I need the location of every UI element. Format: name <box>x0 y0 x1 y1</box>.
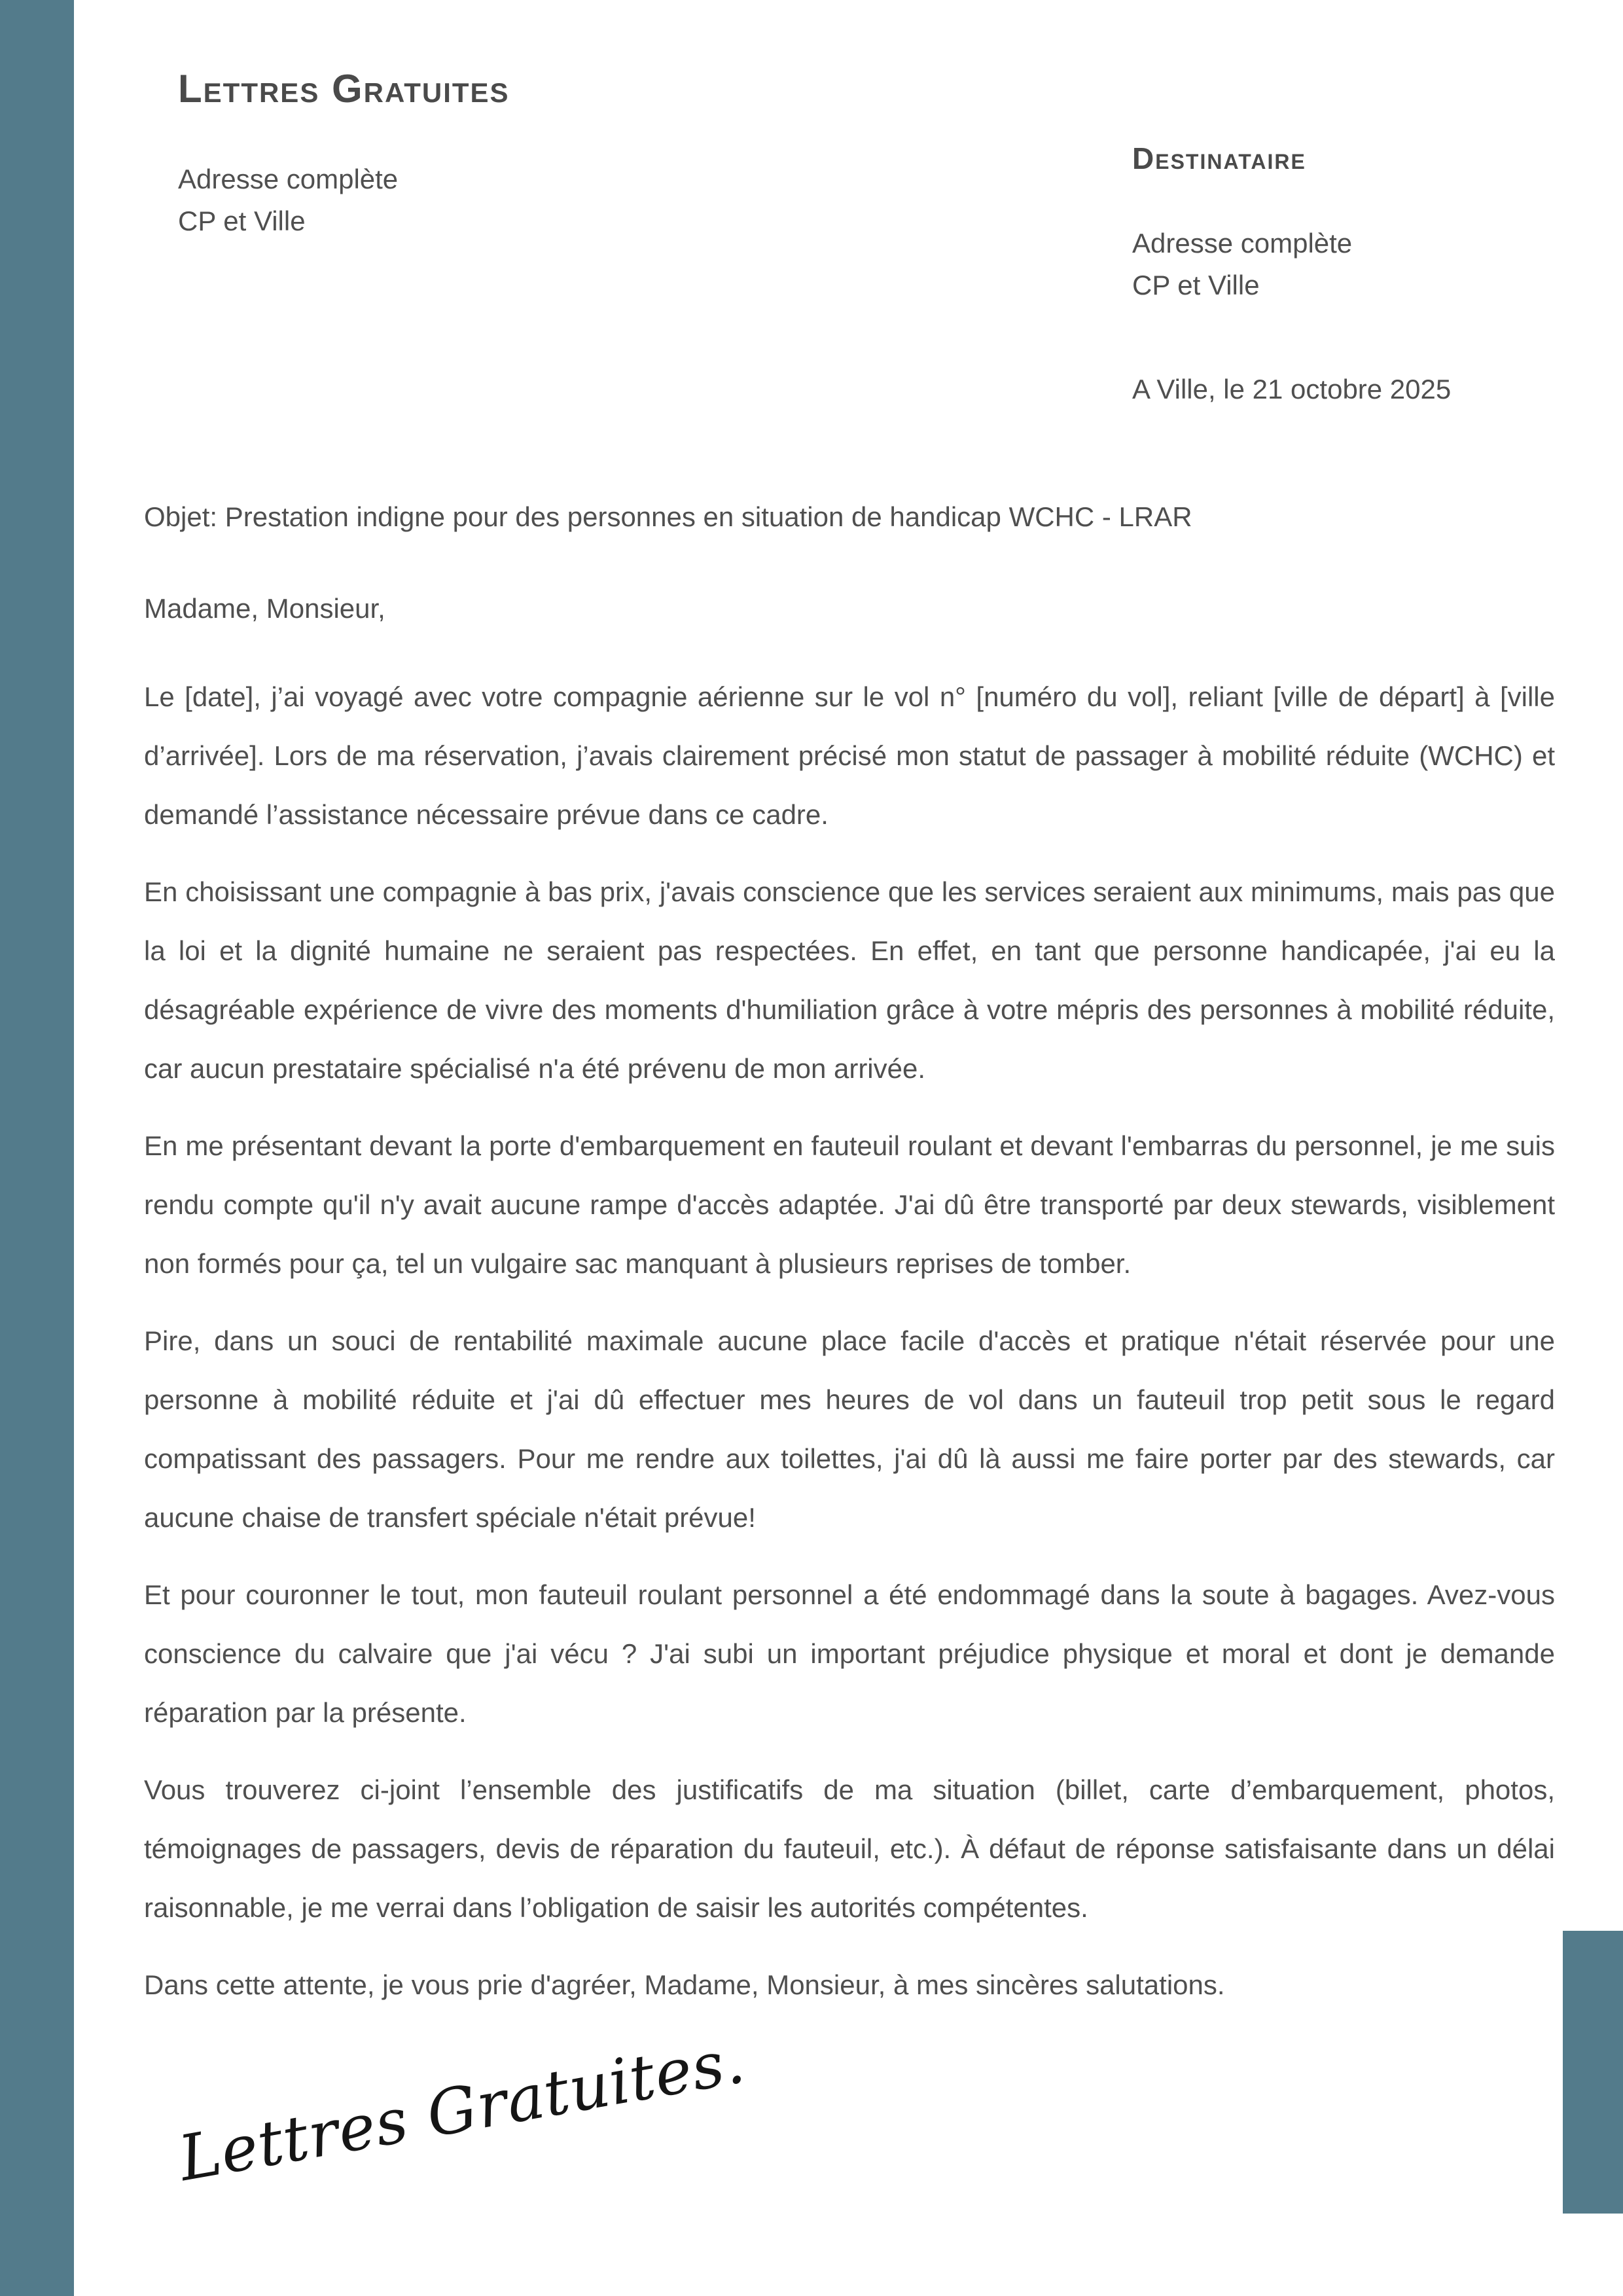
letter-body <box>144 488 1555 2015</box>
body-paragraph: En choisissant une compagnie à bas prix, j'avais conscience que les services seraient aux minimums, mais pas que la loi et la dignité humaine ne seraient pas respectées. En effet, en tant que personne handicapée, j'ai eu la désagréable expérience de vivre des moments d'humiliation grâce à votre mépris des personnes à mobilité réduite, car aucun prestataire spécialisé n'a été prévenu de mon arrivée. <box>144 876 1555 1084</box>
sender-block <box>178 65 510 242</box>
sender-name: Lettres Gratuites <box>178 67 510 111</box>
recipient-address-line-2: CP et Ville <box>1132 270 1260 300</box>
left-accent-bar <box>0 0 74 2296</box>
sender-address <box>178 158 510 242</box>
recipient-address-line-1: Adresse complète <box>1132 228 1353 259</box>
salutation: Madame, Monsieur, <box>144 593 385 624</box>
body-paragraph: Le [date], j’ai voyagé avec votre compagnie aérienne sur le vol n° [numéro du vol], reliant [ville de départ] à [ville d’arrivée]. Lors de ma réservation, j’avais clairement précisé mon statut de passager à mobilité réduite (WCHC) et demandé l’assistance nécessaire prévue dans ce cadre. <box>144 681 1555 830</box>
body-paragraph: Vous trouverez ci-joint l’ensemble des justificatifs de ma situation (billet, carte d’embarquement, photos, témoignages de passagers, devis de réparation du fauteuil, etc.). À défaut de réponse satisfaisante dans un délai raisonnable, je me verrai dans l’obligation de saisir les autorités compétentes. <box>144 1774 1555 1923</box>
recipient-label: Destinataire <box>1132 141 1306 175</box>
date-line: A Ville, le 21 octobre 2025 <box>1132 374 1452 404</box>
right-accent-bar <box>1563 1931 1623 2214</box>
sender-address-line-1: Adresse complète <box>178 164 399 194</box>
recipient-block <box>1132 140 1451 410</box>
subject-line: Objet: Prestation indigne pour des personnes en situation de handicap WCHC - LRAR <box>144 501 1192 532</box>
body-paragraph: Et pour couronner le tout, mon fauteuil roulant personnel a été endommagé dans la soute à bagages. Avez-vous conscience du calvaire que j'ai vécu ? J'ai subi un important préjudice physique et moral et dont je demande réparation par la présente. <box>144 1579 1555 1728</box>
sender-address-line-2: CP et Ville <box>178 206 306 236</box>
signature-script: Lettres Gratuites. <box>173 2024 751 2196</box>
body-paragraph: Pire, dans un souci de rentabilité maximale aucune place facile d'accès et pratique n'était réservée pour une personne à mobilité réduite et j'ai dû effectuer mes heures de vol dans un fauteuil trop petit sous le regard compatissant des passagers. Pour me rendre aux toilettes, j'ai dû là aussi me faire porter par des stewards, car aucune chaise de transfert spéciale n'était prévue! <box>144 1325 1555 1533</box>
closing-line: Dans cette attente, je vous prie d'agréer, Madame, Monsieur, à mes sincères salutations. <box>144 1969 1225 2000</box>
body-paragraph: En me présentant devant la porte d'embarquement en fauteuil roulant et devant l'embarras du personnel, je me suis rendu compte qu'il n'y avait aucune rampe d'accès adaptée. J'ai dû être transporté par deux stewards, visiblement non formés pour ça, tel un vulgaire sac manquant à plusieurs reprises de tomber. <box>144 1130 1555 1279</box>
